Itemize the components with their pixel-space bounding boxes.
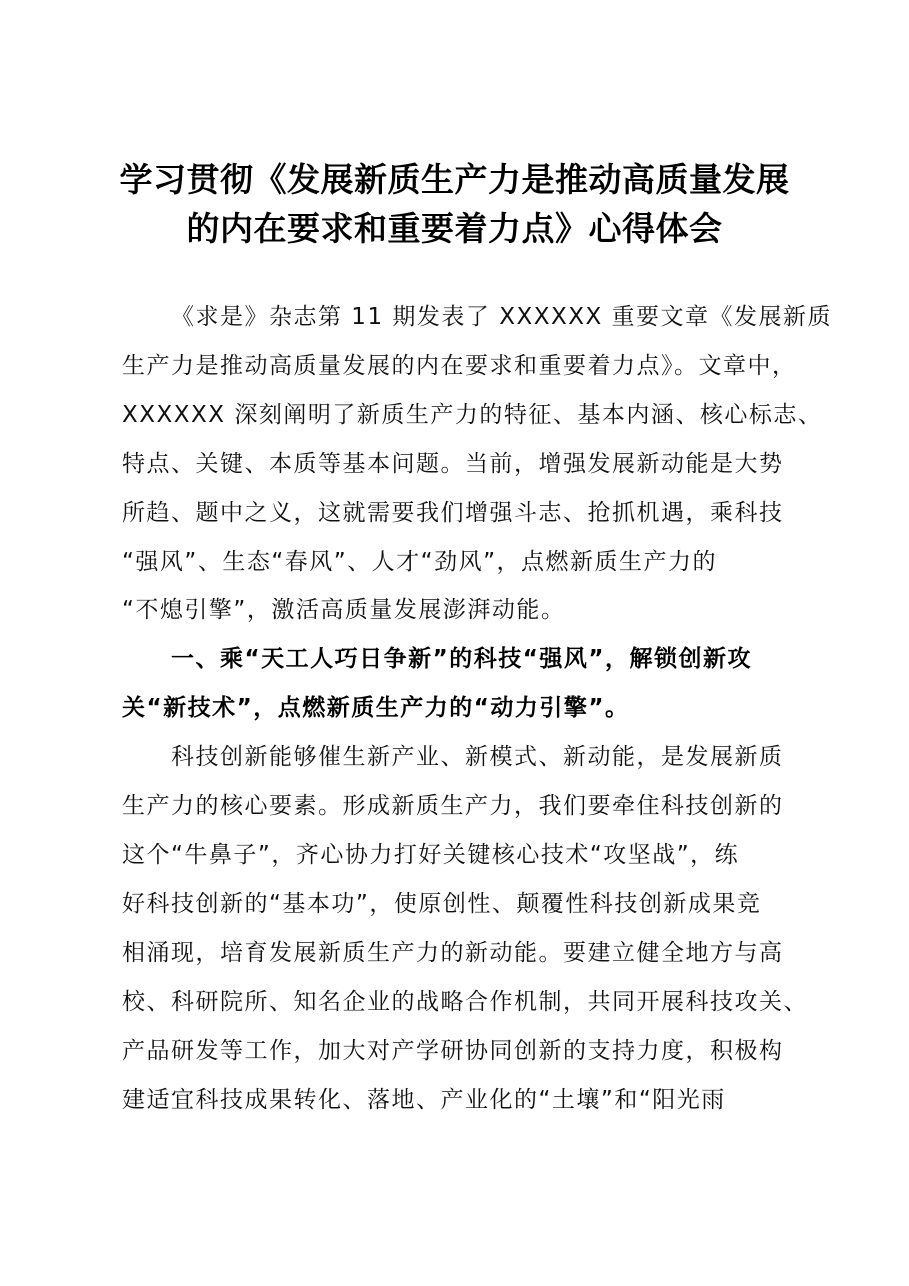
- intro-paragraph: [122, 293, 833, 635]
- document-body: [122, 293, 833, 1124]
- section-heading: [122, 635, 812, 733]
- paragraph-line: 所趋、题中之义，这就需要我们增强斗志、抢抓机遇，乘科技: [122, 499, 784, 526]
- paragraph-line: 建适宜科技成果转化、落地、产业化的“土壤”和“阳光雨: [122, 1086, 726, 1113]
- paragraph-line: 生产力的核心要素。形成新质生产力，我们要牵住科技创新的: [122, 793, 784, 820]
- heading-line: 关“新技术”，点燃新质生产力的“动力引擎”。: [122, 695, 630, 722]
- paragraph-line: “强风”、生态“春风”、人才“劲风”，点燃新质生产力的: [122, 548, 717, 575]
- body-paragraph: [122, 733, 812, 1124]
- title-line: 的内在要求和重要着力点》心得体会: [186, 209, 723, 248]
- heading-line: 一、乘“天工人巧日争新”的科技“强风”，解锁创新攻: [171, 646, 752, 673]
- paragraph-line: 好科技创新的“基本功”，使原创性、颠覆性科技创新成果竞: [122, 890, 762, 917]
- paragraph-line: XXXXXX 深刻阐明了新质生产力的特征、基本内涵、核心标志、: [122, 401, 823, 428]
- paragraph-line: 这个“牛鼻子”，齐心协力打好关键核心技术“攻坚战”，练: [122, 841, 740, 868]
- paragraph-line: 产品研发等工作，加大对产学研协同创新的支持力度，积极构: [122, 1037, 784, 1064]
- paragraph-line: 特点、关键、本质等基本问题。当前，增强发展新动能是大势: [122, 450, 784, 477]
- document-title: [100, 155, 809, 253]
- title-line: 学习贯彻《发展新质生产力是推动高质量发展: [119, 160, 790, 199]
- paragraph-line: 生产力是推动高质量发展的内在要求和重要着力点》。文章中，: [122, 352, 797, 379]
- paragraph-line: “不熄引擎”，激活高质量发展澎湃动能。: [122, 597, 566, 624]
- paragraph-line: 科技创新能够催生新产业、新模式、新动能，是发展新质: [171, 744, 784, 771]
- paragraph-line: 校、科研院所、知名企业的战略合作机制，共同开展科技攻关、: [122, 988, 808, 1015]
- paragraph-line: 相涌现，培育发展新质生产力的新动能。要建立健全地方与高: [122, 939, 784, 966]
- paragraph-line: 《求是》杂志第 11 期发表了 XXXXXX 重要文章《发展新质: [171, 304, 833, 330]
